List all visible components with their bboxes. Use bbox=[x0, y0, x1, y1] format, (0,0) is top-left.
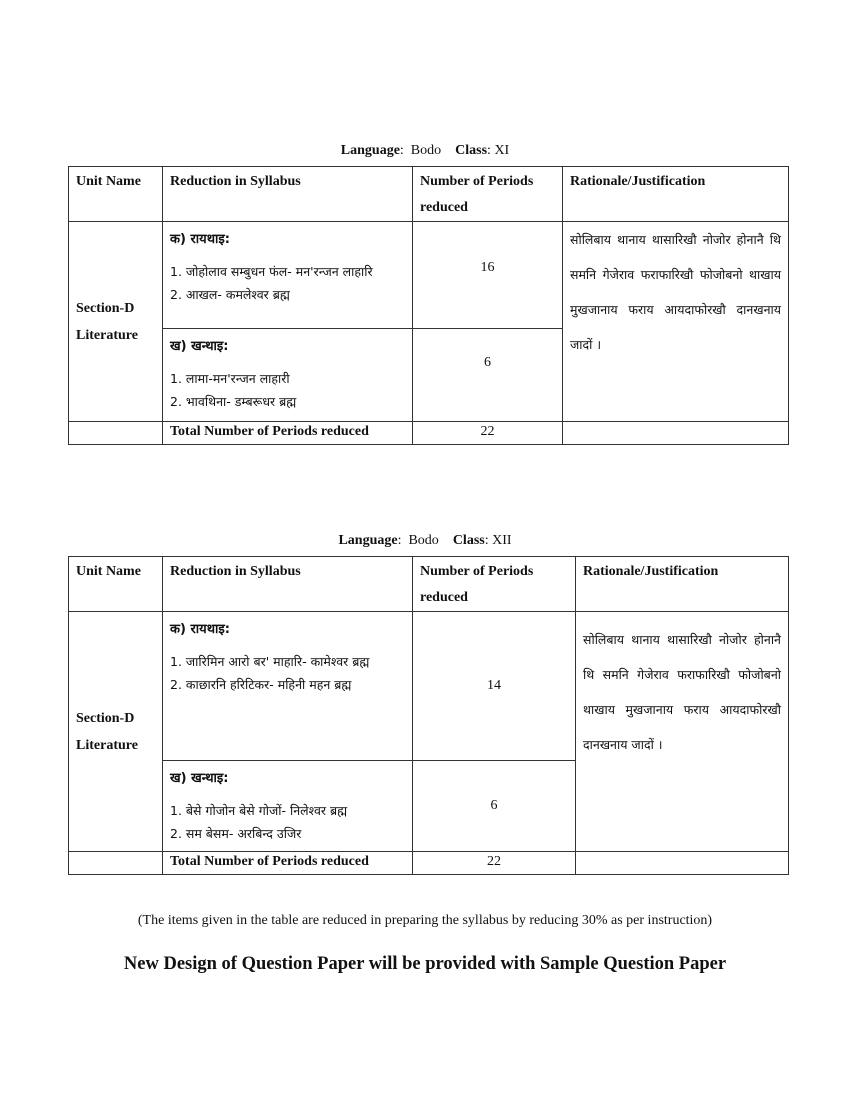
rationale-cell: सोलिबाय थानाय थासारिखौ नोजोर होनानै थि समनि गेजेराव फराफारिखौ फोजोबनो थाखाय मुखजानाय फराय आयदाफोरखौ दानखनाय जादों । bbox=[576, 612, 789, 852]
periods-cell: 16 bbox=[413, 222, 563, 329]
footnote: (The items given in the table are reduced in preparing the syllabus by reducing 30% as per instruction) bbox=[137, 913, 713, 928]
header-unit: Unit Name bbox=[69, 167, 163, 222]
list-item: 2. भावथिना- डम्बरूधर ब्रह्म bbox=[170, 394, 297, 409]
list-item: 2. आखल- कमलेश्वर ब्रह्म bbox=[170, 287, 290, 302]
class-label: Class bbox=[455, 143, 488, 158]
total-label: Total Number of Periods reduced bbox=[163, 852, 413, 875]
header-rationale: Rationale/Justification bbox=[563, 167, 789, 222]
syllabus-table-xii bbox=[68, 556, 789, 875]
header-unit: Unit Name bbox=[69, 557, 163, 612]
language-value: Bodo bbox=[410, 143, 442, 158]
total-row bbox=[69, 852, 789, 875]
header-periods: Number of Periods reduced bbox=[413, 557, 576, 612]
language-label: Language bbox=[338, 533, 398, 548]
header-rationale: Rationale/Justification bbox=[576, 557, 789, 612]
total-value: 22 bbox=[413, 852, 576, 875]
list-item: 1. जोहोलाव सम्बुधन फंल- मन'रन्जन लाहारि bbox=[170, 264, 373, 279]
unit-name-cell: Section-D Literature bbox=[69, 612, 163, 852]
total-row bbox=[69, 422, 789, 445]
table-row bbox=[69, 612, 789, 761]
list-item: 1. बेसे गोजोन बेसे गोजों- निलेश्वर ब्रह्म bbox=[170, 803, 348, 818]
group-heading: क) रायथाइ: bbox=[170, 622, 230, 637]
group-heading: ख) खन्थाइ: bbox=[170, 339, 229, 354]
class-value: XI bbox=[494, 143, 510, 158]
table2-caption: Language: Bodo Class: XII bbox=[338, 533, 512, 548]
list-item: 2. सम बेसम- अरबिन्द उजिर bbox=[170, 826, 302, 841]
language-label: Language bbox=[340, 143, 400, 158]
header-reduction: Reduction in Syllabus bbox=[163, 167, 413, 222]
rationale-cell: सोलिबाय थानाय थासारिखौ नोजोर होनानै थि समनि गेजेराव फराफारिखौ फोजोबनो थाखाय मुखजानाय फराय आयदाफोरखौ दानखनाय जादों । bbox=[563, 222, 789, 422]
total-label: Total Number of Periods reduced bbox=[163, 422, 413, 445]
reduction-cell bbox=[163, 329, 413, 422]
list-item: 1. लामा-मन'रन्जन लाहारी bbox=[170, 371, 290, 386]
reduction-cell bbox=[163, 761, 413, 852]
closing-statement: New Design of Question Paper will be provided with Sample Question Paper bbox=[123, 954, 727, 974]
periods-cell: 6 bbox=[413, 761, 576, 852]
total-value: 22 bbox=[413, 422, 563, 445]
table-header-row bbox=[69, 557, 789, 612]
header-reduction: Reduction in Syllabus bbox=[163, 557, 413, 612]
group-heading: क) रायथाइ: bbox=[170, 232, 230, 247]
periods-cell: 14 bbox=[413, 612, 576, 761]
table-row bbox=[69, 222, 789, 329]
list-item: 1. जारिमिन आरो बर' माहारि- कामेश्वर ब्रह्म bbox=[170, 654, 370, 669]
language-value: Bodo bbox=[408, 533, 439, 548]
class-label: Class bbox=[452, 533, 485, 548]
table1-caption: Language: Bodo Class: XI bbox=[340, 143, 510, 158]
list-item: 2. काछारनि हरिटिकर- महिनी महन ब्रह्म bbox=[170, 677, 352, 692]
periods-cell: 6 bbox=[413, 329, 563, 422]
reduction-cell bbox=[163, 222, 413, 329]
header-periods: Number of Periods reduced bbox=[413, 167, 563, 222]
reduction-cell bbox=[163, 612, 413, 761]
group-heading: ख) खन्थाइ: bbox=[170, 771, 229, 786]
syllabus-table-xi bbox=[68, 166, 789, 445]
table-header-row bbox=[69, 167, 789, 222]
class-value: XII bbox=[492, 533, 512, 548]
unit-name-cell: Section-D Literature bbox=[69, 222, 163, 422]
